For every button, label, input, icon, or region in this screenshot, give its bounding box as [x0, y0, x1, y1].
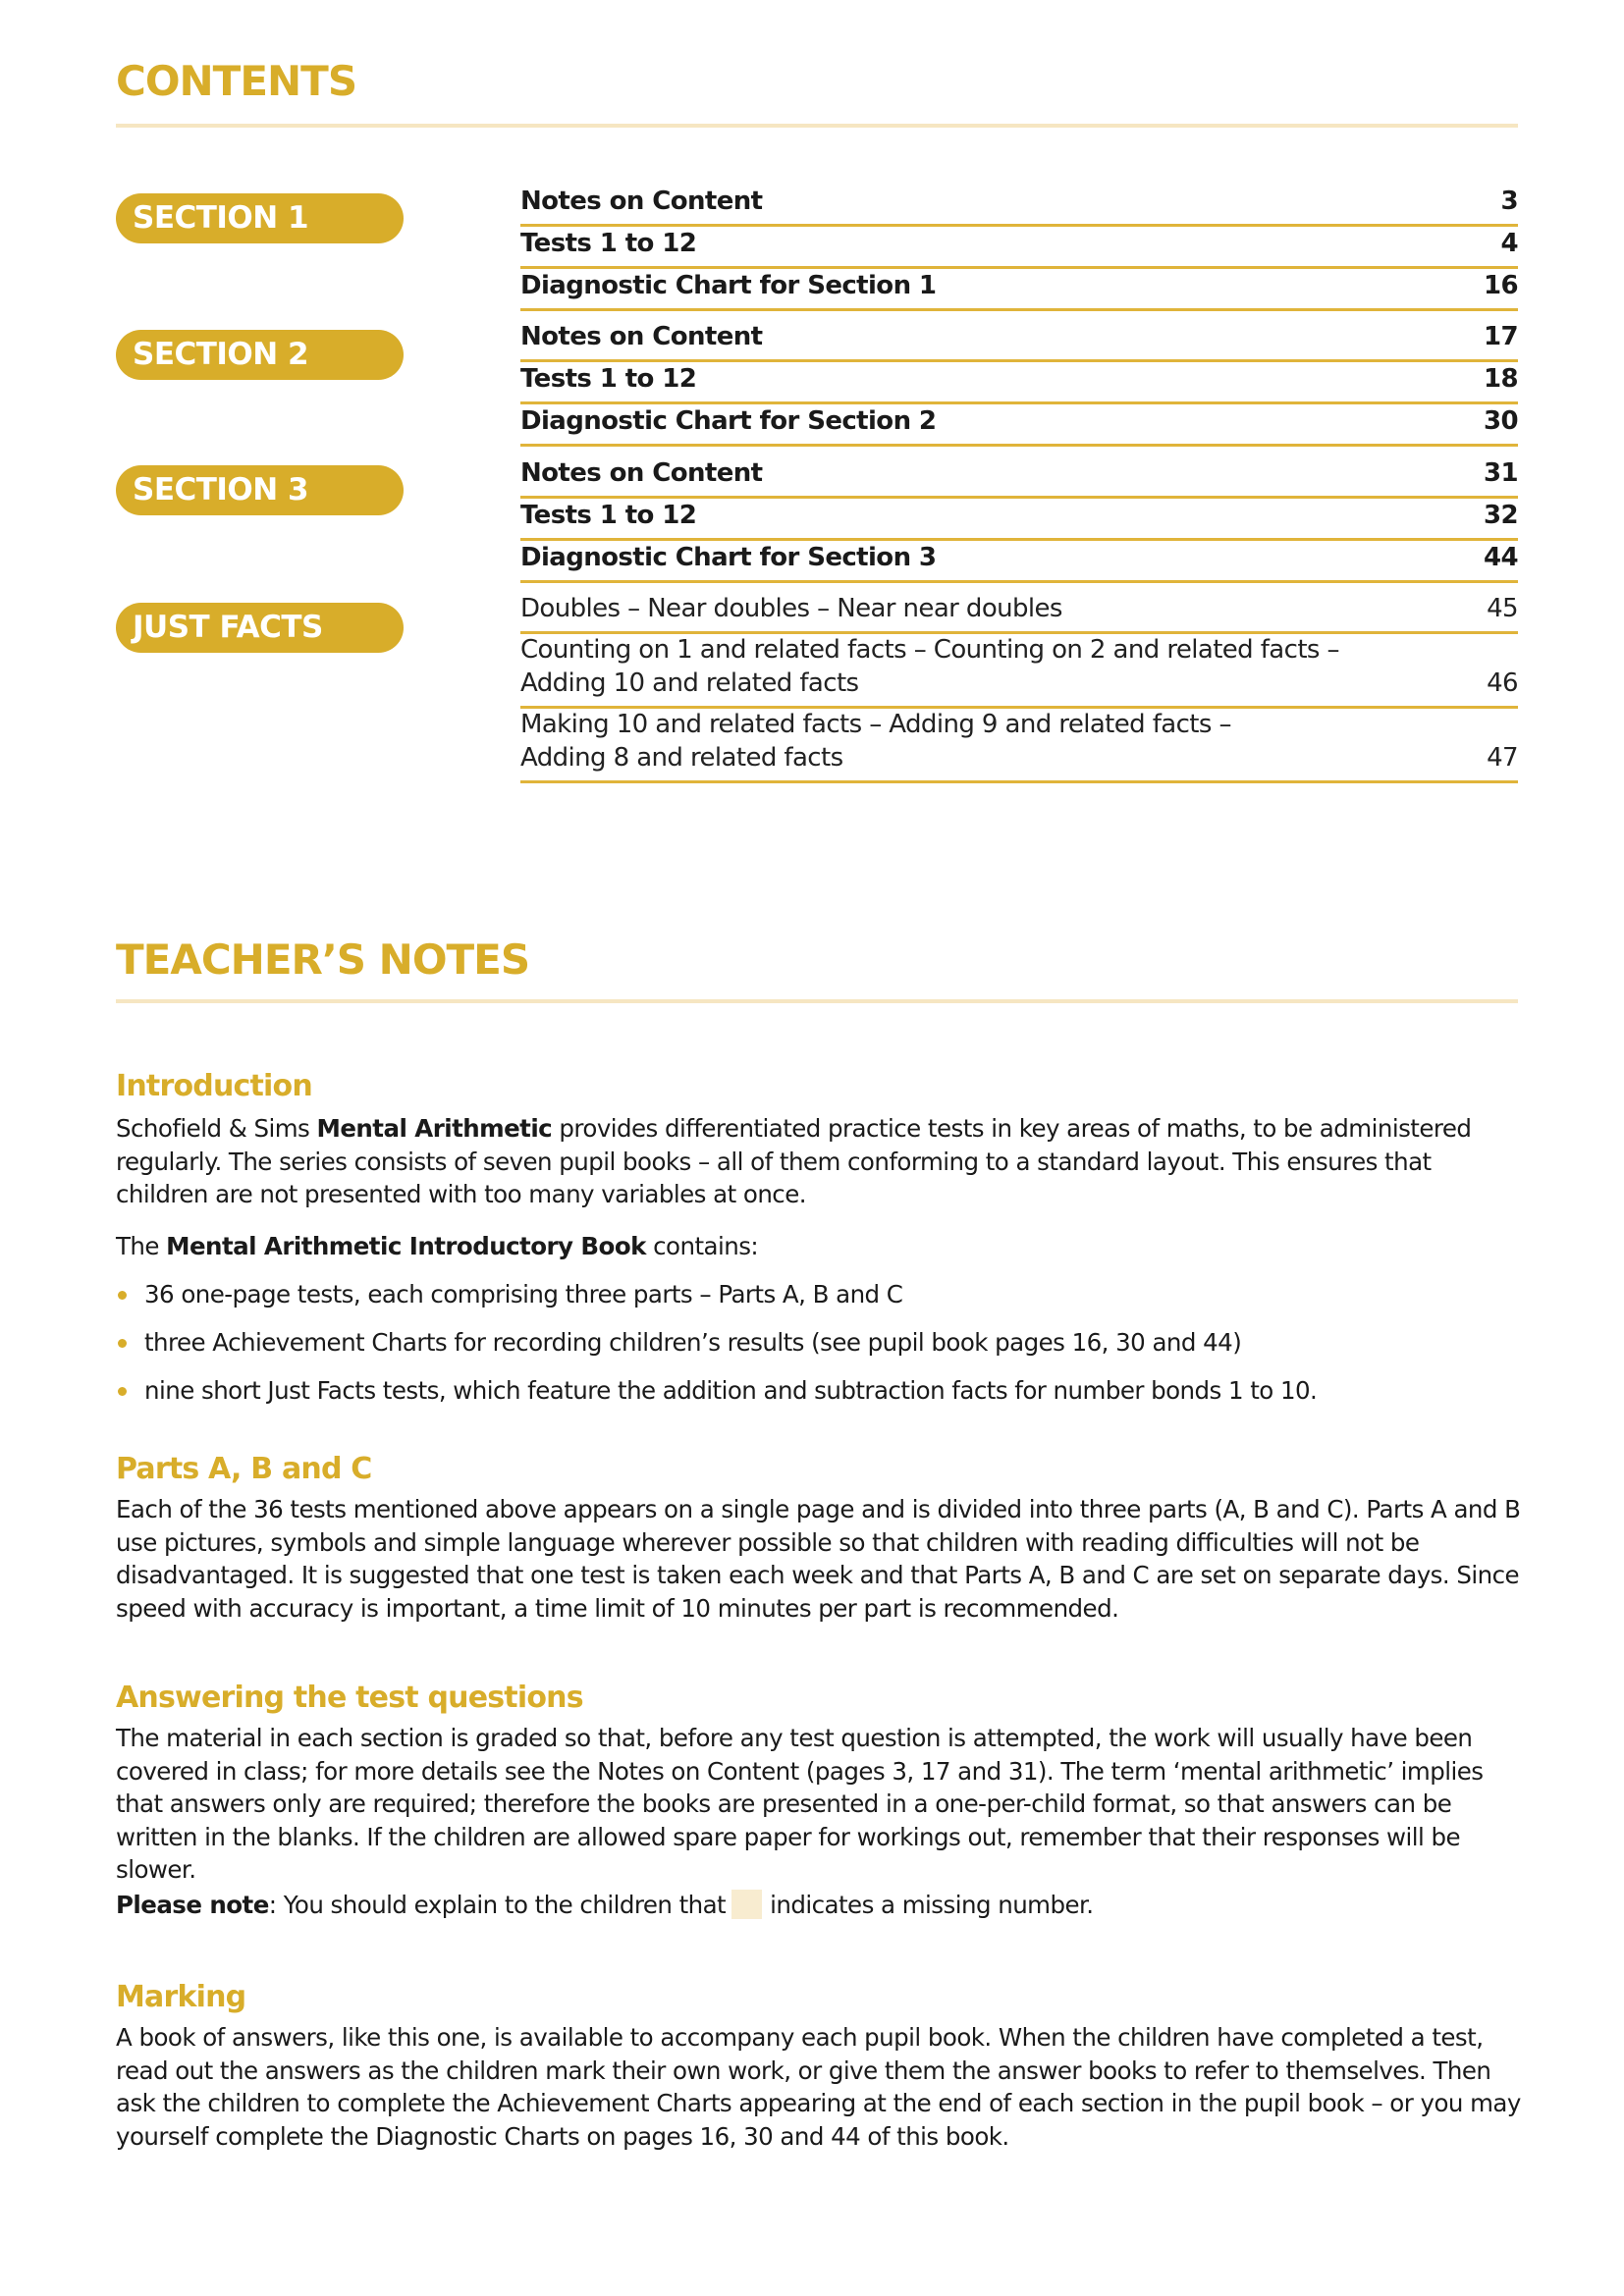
toc-entry-title: Tests 1 to 12: [520, 364, 697, 394]
toc-entry-page: 31: [1484, 458, 1518, 488]
toc-entry[interactable]: [520, 362, 1518, 404]
toc-entry-page: 45: [1487, 594, 1518, 623]
contents-title: CONTENTS: [116, 57, 357, 105]
section-1-badge: SECTION 1: [116, 193, 404, 243]
toc-entry-line: Counting on 1 and related facts – Counting on 2 and related facts –: [520, 635, 1339, 665]
bullet-dot-icon: [118, 1291, 127, 1300]
marking-paragraph: A book of answers, like this one, is available to accompany each pupil book. When the children have completed a test, read out the answers as the children mark their own work, or give them the answer books to refer to themselves. Then ask the children to complete the Achievement Charts appearing at the end of each section in the pupil book – or you may yourself complete the Diagnostic Charts on pages 16, 30 and 44 of this book.: [116, 2023, 1521, 2151]
toc-entry-line: Adding 10 and related facts: [520, 668, 859, 698]
contents-title-rule: [116, 124, 1518, 128]
toc-entry-title: [520, 708, 1231, 774]
just-facts-toc: [520, 592, 1518, 783]
toc-entry-title: Tests 1 to 12: [520, 501, 697, 530]
bullet-item: [116, 1278, 1317, 1326]
introduction-heading: Introduction: [116, 1069, 312, 1103]
parts-paragraph: Each of the 36 tests mentioned above appears on a single page and is divided into three parts (A, B and C). Parts A and B use pictures, symbols and simple language wherever possible so that children with reading difficulties will not be disadvantaged. It is suggested that one test is taken each week and that Parts A, B and C are set on separate days. Since speed with accuracy is important, a time limit of 10 minutes per part is recommended.: [116, 1495, 1521, 1623]
toc-entry-page: 30: [1484, 406, 1518, 436]
toc-entry[interactable]: [520, 320, 1518, 362]
toc-entry-page: 46: [1487, 668, 1518, 698]
toc-entry-page: 3: [1500, 187, 1518, 216]
toc-entry[interactable]: [520, 499, 1518, 541]
toc-entry-title: Notes on Content: [520, 458, 763, 488]
toc-entry-page: 18: [1484, 364, 1518, 394]
bullet-item: [116, 1374, 1317, 1422]
toc-entry-page: 4: [1500, 229, 1518, 258]
introduction-paragraph: [116, 1112, 1530, 1211]
toc-entry-page: 32: [1484, 501, 1518, 530]
toc-entry-title: Diagnostic Chart for Section 1: [520, 271, 937, 300]
bullet-item: [116, 1326, 1317, 1374]
toc-entry-page: 17: [1484, 322, 1518, 351]
toc-entry[interactable]: [520, 269, 1518, 311]
text-run: provides differentiated practice tests in key areas of maths, to be administered regularly. The series consists of seven pupil books – all of them conforming to a standard layout. This ensures that children are not presented with too many variables at once.: [116, 1114, 1472, 1208]
toc-entry-title: Notes on Content: [520, 322, 763, 351]
toc-entry-page: 47: [1487, 743, 1518, 773]
please-note: [116, 1889, 1530, 1922]
bold-text: Mental Arithmetic Introductory Book: [166, 1232, 646, 1260]
toc-entry[interactable]: [520, 227, 1518, 269]
toc-entry[interactable]: [520, 709, 1518, 783]
answering-heading: Answering the test questions: [116, 1681, 583, 1715]
toc-entry-title: Tests 1 to 12: [520, 229, 697, 258]
missing-number-box-icon: [731, 1890, 762, 1919]
toc-entry-page: 16: [1484, 271, 1518, 300]
text-run: indicates a missing number.: [770, 1891, 1094, 1919]
section-2-toc: [520, 320, 1518, 447]
bullet-dot-icon: [118, 1339, 127, 1348]
toc-entry[interactable]: [520, 541, 1518, 583]
toc-entry-title: Notes on Content: [520, 187, 763, 216]
section-2-badge: SECTION 2: [116, 330, 404, 380]
toc-entry[interactable]: [520, 592, 1518, 634]
text-run: Schofield & Sims: [116, 1114, 317, 1143]
toc-entry-line: Adding 8 and related facts: [520, 743, 843, 773]
parts-heading: Parts A, B and C: [116, 1452, 372, 1486]
toc-entry-line: Making 10 and related facts – Adding 9 and related facts –: [520, 710, 1231, 739]
just-facts-badge: JUST FACTS: [116, 603, 404, 653]
toc-entry-title: Diagnostic Chart for Section 3: [520, 543, 937, 572]
toc-entry[interactable]: [520, 634, 1518, 709]
text-run: : You should explain to the children that: [268, 1891, 727, 1919]
bullet-text: three Achievement Charts for recording children’s results (see pupil book pages 16, 30 and 44): [144, 1328, 1242, 1357]
text-run: contains:: [645, 1232, 759, 1260]
section-3-toc: [520, 456, 1518, 583]
section-1-toc: [520, 185, 1518, 311]
toc-entry[interactable]: [520, 404, 1518, 447]
bullet-text: 36 one-page tests, each comprising three parts – Parts A, B and C: [144, 1280, 903, 1308]
text-run: The: [116, 1232, 167, 1260]
answering-paragraph: The material in each section is graded so that, before any test question is attempted, the work will usually have been covered in class; for more details see the Notes on Content (pages 3, 17 and 31). The term ‘mental arithmetic’ implies that answers only are required; therefore the books are presented in a one-per-child format, so that answers can be written in the blanks. If the children are allowed spare paper for workings out, remember that their responses will be slower.: [116, 1724, 1484, 1884]
teachers-notes-title-rule: [116, 999, 1518, 1003]
toc-entry-page: 44: [1484, 543, 1518, 572]
bullet-text: nine short Just Facts tests, which feature the addition and subtraction facts for number bonds 1 to 10.: [144, 1376, 1318, 1405]
contains-paragraph: [116, 1230, 1530, 1263]
section-3-badge: SECTION 3: [116, 465, 404, 515]
toc-entry[interactable]: [520, 185, 1518, 227]
toc-entry-title: [520, 633, 1339, 700]
toc-entry[interactable]: [520, 456, 1518, 499]
marking-heading: Marking: [116, 1980, 246, 2014]
bold-text: Mental Arithmetic: [316, 1114, 553, 1143]
bullet-dot-icon: [118, 1387, 127, 1396]
teachers-notes-title: TEACHER’S NOTES: [116, 935, 530, 984]
contents-bullet-list: [116, 1278, 1317, 1422]
please-note-label: Please note: [116, 1891, 269, 1919]
toc-entry-title: Doubles – Near doubles – Near near doubles: [520, 594, 1062, 623]
toc-entry-title: Diagnostic Chart for Section 2: [520, 406, 937, 436]
